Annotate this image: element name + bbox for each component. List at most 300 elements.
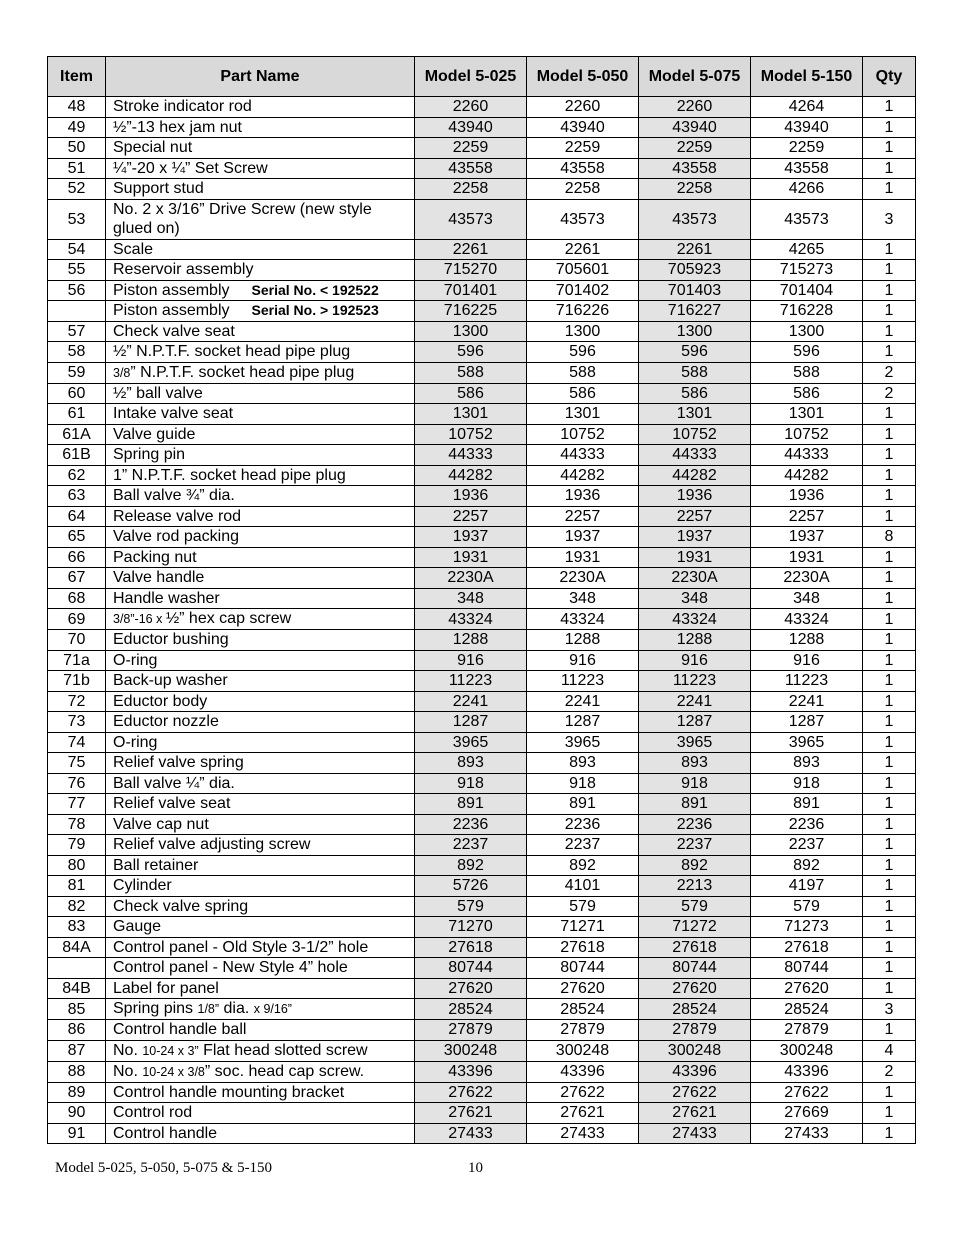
model-part-number: 1936 [527, 486, 639, 507]
model-part-number: 579 [527, 896, 639, 917]
model-part-number: 918 [527, 773, 639, 794]
quantity: 1 [863, 671, 916, 692]
model-part-number: 2241 [751, 691, 863, 712]
table-row [48, 568, 916, 589]
part-name-text: Control panel - New Style 4” hole [113, 959, 348, 977]
table-row [48, 1123, 916, 1144]
quantity: 1 [863, 424, 916, 445]
quantity: 1 [863, 691, 916, 712]
model-part-number: 586 [751, 383, 863, 404]
model-part-number: 918 [639, 773, 751, 794]
quantity: 1 [863, 97, 916, 118]
model-part-number: 28524 [527, 999, 639, 1020]
item-number: 82 [48, 896, 106, 917]
model-part-number: 1937 [639, 527, 751, 548]
page-number: 10 [468, 1160, 483, 1176]
quantity: 1 [863, 937, 916, 958]
model-part-number: 1301 [415, 404, 527, 425]
part-name [106, 158, 415, 179]
model-part-number: 588 [527, 362, 639, 383]
model-part-number: 4264 [751, 97, 863, 118]
model-part-number: 1931 [639, 547, 751, 568]
quantity: 1 [863, 609, 916, 630]
table-row [48, 671, 916, 692]
model-part-number: 2260 [415, 97, 527, 118]
item-number: 62 [48, 465, 106, 486]
quantity: 1 [863, 158, 916, 179]
part-name-text: Packing nut [113, 548, 197, 566]
model-part-number: 43573 [639, 199, 751, 239]
part-name [106, 239, 415, 260]
model-part-number: 2237 [415, 835, 527, 856]
item-number: 55 [48, 260, 106, 281]
part-name [106, 465, 415, 486]
model-part-number: 701402 [527, 280, 639, 301]
quantity: 1 [863, 321, 916, 342]
model-part-number: 716227 [639, 301, 751, 322]
model-part-number: 1937 [751, 527, 863, 548]
model-part-number: 27621 [527, 1103, 639, 1124]
model-part-number: 1301 [639, 404, 751, 425]
model-part-number: 2236 [527, 814, 639, 835]
model-part-number: 918 [415, 773, 527, 794]
model-part-number: 579 [415, 896, 527, 917]
table-row [48, 814, 916, 835]
quantity: 1 [863, 712, 916, 733]
model-part-number: 2236 [751, 814, 863, 835]
model-part-number: 300248 [751, 1040, 863, 1061]
part-name-text: Stroke indicator rod [113, 98, 252, 116]
part-name [106, 138, 415, 159]
part-name-text: Ball retainer [113, 856, 199, 874]
part-name-text: Control panel - Old Style 3-1/2” hole [113, 938, 369, 956]
part-name [106, 383, 415, 404]
part-name-text: Eductor bushing [113, 631, 229, 649]
model-part-number: 43558 [527, 158, 639, 179]
model-part-number: 348 [527, 588, 639, 609]
table-row [48, 588, 916, 609]
model-part-number: 1931 [527, 547, 639, 568]
model-part-number: 892 [527, 855, 639, 876]
model-part-number: 10752 [415, 424, 527, 445]
quantity: 1 [863, 280, 916, 301]
part-name-text: Handle washer [113, 589, 220, 607]
table-row [48, 1082, 916, 1103]
part-name [106, 855, 415, 876]
part-name [106, 999, 415, 1020]
part-name [106, 199, 415, 239]
serial-number-note: Serial No. < 192522 [251, 281, 379, 298]
table-row [48, 937, 916, 958]
model-part-number: 2260 [527, 97, 639, 118]
model-part-number: 2257 [751, 506, 863, 527]
part-name-text: ” soc. head cap screw. [204, 1062, 365, 1080]
part-name [106, 445, 415, 466]
item-number [48, 301, 106, 322]
model-part-number: 27618 [415, 937, 527, 958]
model-part-number: 1300 [751, 321, 863, 342]
model-part-number: 4266 [751, 179, 863, 200]
model-part-number: 348 [415, 588, 527, 609]
part-name [106, 609, 415, 630]
model-part-number: 44282 [751, 465, 863, 486]
model-part-number: 892 [415, 855, 527, 876]
part-name [106, 97, 415, 118]
part-name-text: Intake valve seat [113, 405, 234, 423]
model-part-number: 1937 [415, 527, 527, 548]
part-name-text: Relief valve spring [113, 754, 244, 772]
part-name-text: No. [113, 1041, 143, 1059]
model-part-number: 4197 [751, 876, 863, 897]
model-part-number: 1931 [751, 547, 863, 568]
model-part-number: 11223 [415, 671, 527, 692]
model-part-number: 596 [639, 342, 751, 363]
model-part-number: 80744 [751, 958, 863, 979]
table-row [48, 876, 916, 897]
model-part-number: 2237 [639, 835, 751, 856]
model-part-number: 80744 [639, 958, 751, 979]
model-part-number: 43940 [751, 117, 863, 138]
model-part-number: 2261 [527, 239, 639, 260]
table-row [48, 260, 916, 281]
table-row [48, 753, 916, 774]
item-number: 57 [48, 321, 106, 342]
item-number: 77 [48, 794, 106, 815]
model-part-number: 11223 [751, 671, 863, 692]
quantity: 1 [863, 650, 916, 671]
item-number: 83 [48, 917, 106, 938]
model-part-number: 1301 [527, 404, 639, 425]
parts-table [47, 56, 916, 1144]
model-part-number: 27621 [639, 1103, 751, 1124]
header-model-5-050: Model 5-050 [527, 57, 639, 97]
quantity: 1 [863, 465, 916, 486]
part-name [106, 978, 415, 999]
model-part-number: 893 [527, 753, 639, 774]
table-row [48, 1040, 916, 1061]
part-name-text: Check valve seat [113, 322, 235, 340]
model-part-number: 579 [639, 896, 751, 917]
part-name-text: Valve handle [113, 569, 205, 587]
model-part-number: 44333 [415, 445, 527, 466]
model-part-number: 1936 [639, 486, 751, 507]
item-number: 89 [48, 1082, 106, 1103]
part-name-text: dia. [219, 1000, 254, 1017]
model-part-number: 1288 [639, 630, 751, 651]
item-number: 88 [48, 1061, 106, 1082]
model-part-number: 3965 [415, 732, 527, 753]
model-part-number: 2258 [415, 179, 527, 200]
table-row [48, 896, 916, 917]
part-name-text: Piston assembly [113, 281, 230, 299]
model-part-number: 44333 [751, 445, 863, 466]
quantity: 1 [863, 855, 916, 876]
quantity: 1 [863, 239, 916, 260]
model-part-number: 1288 [415, 630, 527, 651]
table-row [48, 773, 916, 794]
model-part-number: 891 [415, 794, 527, 815]
model-part-number: 2241 [639, 691, 751, 712]
item-number: 73 [48, 712, 106, 733]
item-number: 69 [48, 609, 106, 630]
model-part-number: 71270 [415, 917, 527, 938]
model-part-number: 716228 [751, 301, 863, 322]
table-row [48, 712, 916, 733]
model-part-number: 701403 [639, 280, 751, 301]
model-part-number: 701404 [751, 280, 863, 301]
model-part-number: 2259 [415, 138, 527, 159]
quantity: 1 [863, 138, 916, 159]
part-name-text: x 9/16” [253, 1002, 292, 1016]
model-part-number: 10752 [751, 424, 863, 445]
model-part-number: 2230A [751, 568, 863, 589]
part-name [106, 547, 415, 568]
part-name-text: ½” N.P.T.F. socket head pipe plug [113, 343, 351, 361]
item-number: 74 [48, 732, 106, 753]
header-qty: Qty [863, 57, 916, 97]
item-number: 51 [48, 158, 106, 179]
model-part-number: 586 [527, 383, 639, 404]
part-name-text: Reservoir assembly [113, 261, 254, 279]
model-part-number: 3965 [527, 732, 639, 753]
model-part-number: 27622 [527, 1082, 639, 1103]
parts-table-header [48, 57, 916, 97]
model-part-number: 1287 [639, 712, 751, 733]
part-name-text: Special nut [113, 139, 193, 157]
item-number: 85 [48, 999, 106, 1020]
part-name-text: ½” hex cap screw [165, 610, 292, 627]
table-row [48, 527, 916, 548]
model-part-number: 916 [751, 650, 863, 671]
model-part-number: 80744 [527, 958, 639, 979]
item-number: 80 [48, 855, 106, 876]
table-row [48, 465, 916, 486]
model-part-number: 596 [751, 342, 863, 363]
table-row [48, 199, 916, 239]
part-name-text: Gauge [113, 918, 162, 936]
quantity: 1 [863, 1020, 916, 1041]
quantity: 1 [863, 301, 916, 322]
model-part-number: 43573 [415, 199, 527, 239]
model-part-number: 27879 [751, 1020, 863, 1041]
part-name [106, 568, 415, 589]
parts-table-body [48, 97, 916, 1144]
item-number: 60 [48, 383, 106, 404]
item-number: 64 [48, 506, 106, 527]
model-part-number: 2261 [415, 239, 527, 260]
part-name [106, 937, 415, 958]
model-part-number: 44282 [527, 465, 639, 486]
part-name-text: No. [113, 1062, 143, 1080]
part-name-text: Valve rod packing [113, 528, 239, 546]
part-name [106, 404, 415, 425]
quantity: 1 [863, 753, 916, 774]
part-name [106, 712, 415, 733]
table-row [48, 301, 916, 322]
model-part-number: 348 [639, 588, 751, 609]
part-name-text: Eductor nozzle [113, 713, 219, 731]
model-part-number: 44333 [527, 445, 639, 466]
table-row [48, 179, 916, 200]
model-part-number: 596 [527, 342, 639, 363]
part-name-text: Relief valve seat [113, 795, 231, 813]
quantity: 1 [863, 630, 916, 651]
quantity: 3 [863, 999, 916, 1020]
part-name-text: Valve guide [113, 425, 196, 443]
model-part-number: 715270 [415, 260, 527, 281]
part-name [106, 179, 415, 200]
model-part-number: 2257 [415, 506, 527, 527]
quantity: 8 [863, 527, 916, 548]
item-number: 53 [48, 199, 106, 239]
quantity: 1 [863, 486, 916, 507]
part-name [106, 486, 415, 507]
model-part-number: 916 [527, 650, 639, 671]
table-row [48, 362, 916, 383]
table-row [48, 424, 916, 445]
part-name [106, 1020, 415, 1041]
model-part-number: 1301 [751, 404, 863, 425]
model-part-number: 893 [415, 753, 527, 774]
part-name-text: Ball valve ¼” dia. [113, 774, 235, 792]
part-name-text: Label for panel [113, 979, 219, 997]
item-number: 68 [48, 588, 106, 609]
part-name [106, 527, 415, 548]
model-part-number: 1936 [415, 486, 527, 507]
table-row [48, 138, 916, 159]
part-name-text: ¼”-20 x ¼” Set Screw [113, 159, 268, 177]
model-part-number: 11223 [527, 671, 639, 692]
item-number: 81 [48, 876, 106, 897]
model-part-number: 43324 [415, 609, 527, 630]
part-name-text: Cylinder [113, 877, 172, 895]
model-part-number: 80744 [415, 958, 527, 979]
item-number: 90 [48, 1103, 106, 1124]
model-part-number: 27620 [415, 978, 527, 999]
model-part-number: 1936 [751, 486, 863, 507]
quantity: 4 [863, 1040, 916, 1061]
table-row [48, 547, 916, 568]
model-part-number: 43558 [415, 158, 527, 179]
header-row [48, 57, 916, 97]
part-name [106, 1103, 415, 1124]
model-part-number: 27618 [751, 937, 863, 958]
quantity: 1 [863, 876, 916, 897]
model-part-number: 27622 [639, 1082, 751, 1103]
model-part-number: 27620 [639, 978, 751, 999]
table-row [48, 630, 916, 651]
model-part-number: 71273 [751, 917, 863, 938]
part-name-text: 3/8”-16 x [113, 612, 166, 626]
quantity: 3 [863, 199, 916, 239]
part-name-text: Control rod [113, 1104, 193, 1122]
part-name [106, 896, 415, 917]
table-row [48, 958, 916, 979]
quantity: 2 [863, 383, 916, 404]
part-name-text: Control handle ball [113, 1021, 247, 1039]
item-number [48, 958, 106, 979]
quantity: 1 [863, 1103, 916, 1124]
part-name [106, 876, 415, 897]
model-part-number: 1287 [527, 712, 639, 733]
model-part-number: 2259 [751, 138, 863, 159]
item-number: 71b [48, 671, 106, 692]
item-number: 49 [48, 117, 106, 138]
part-name [106, 506, 415, 527]
table-row [48, 794, 916, 815]
part-name-text: Relief valve adjusting screw [113, 836, 311, 854]
model-part-number: 2230A [527, 568, 639, 589]
table-row [48, 999, 916, 1020]
model-part-number: 27669 [751, 1103, 863, 1124]
part-name-text: ½”-13 hex jam nut [113, 118, 242, 136]
item-number: 78 [48, 814, 106, 835]
model-part-number: 2258 [639, 179, 751, 200]
part-name [106, 117, 415, 138]
model-part-number: 43396 [527, 1061, 639, 1082]
table-row [48, 978, 916, 999]
model-part-number: 893 [751, 753, 863, 774]
quantity: 1 [863, 1123, 916, 1144]
model-part-number: 1300 [527, 321, 639, 342]
part-name-text: ” N.P.T.F. socket head pipe plug [130, 363, 355, 381]
model-part-number: 28524 [751, 999, 863, 1020]
table-row [48, 506, 916, 527]
model-part-number: 27618 [527, 937, 639, 958]
item-number: 75 [48, 753, 106, 774]
item-number: 54 [48, 239, 106, 260]
quantity: 1 [863, 117, 916, 138]
part-name [106, 1061, 415, 1082]
model-part-number: 10752 [527, 424, 639, 445]
part-name [106, 630, 415, 651]
item-number: 79 [48, 835, 106, 856]
model-part-number: 71272 [639, 917, 751, 938]
part-name-text: Support stud [113, 180, 204, 198]
table-row [48, 117, 916, 138]
model-part-number: 1288 [751, 630, 863, 651]
part-name [106, 835, 415, 856]
model-part-number: 1288 [527, 630, 639, 651]
model-part-number: 1300 [415, 321, 527, 342]
part-name [106, 814, 415, 835]
model-part-number: 43940 [527, 117, 639, 138]
model-part-number: 716226 [527, 301, 639, 322]
model-part-number: 10752 [639, 424, 751, 445]
model-part-number: 43940 [639, 117, 751, 138]
part-name [106, 650, 415, 671]
quantity: 1 [863, 773, 916, 794]
model-part-number: 28524 [415, 999, 527, 1020]
item-number: 61A [48, 424, 106, 445]
part-name [106, 691, 415, 712]
model-part-number: 348 [751, 588, 863, 609]
part-name [106, 732, 415, 753]
model-part-number: 27433 [751, 1123, 863, 1144]
model-part-number: 43396 [639, 1061, 751, 1082]
model-part-number: 11223 [639, 671, 751, 692]
table-row [48, 342, 916, 363]
part-name [106, 424, 415, 445]
model-part-number: 2257 [527, 506, 639, 527]
table-row [48, 1020, 916, 1041]
model-part-number: 2237 [527, 835, 639, 856]
table-row [48, 691, 916, 712]
part-name-text: O-ring [113, 651, 158, 669]
model-part-number: 2241 [415, 691, 527, 712]
item-number: 71a [48, 650, 106, 671]
part-name-text: Back-up washer [113, 672, 228, 690]
